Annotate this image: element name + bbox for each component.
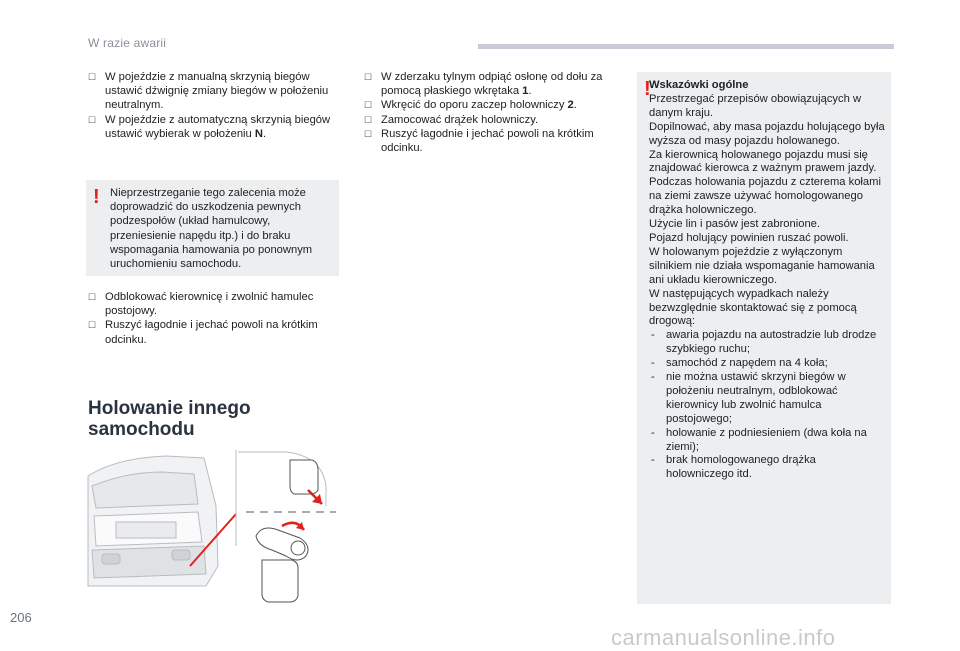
list-item: - holowanie z podniesieniem (dwa koła na ziemi); — [649, 427, 885, 455]
left-bullets-bottom — [88, 290, 338, 347]
header-bar — [478, 44, 894, 49]
advice-paragraph: Podczas holowania pojazdu z czterema kołami na ziemi zawsze używać homologowanego drążka holowniczego. — [649, 176, 881, 217]
list-item: ☐ Ruszyć łagodnie i jechać powoli na krótkim odcinku. — [364, 127, 610, 155]
list-item: ☐ W zderzaku tylnym odpiąć osłonę od dołu za pomocą płaskiego wkrętaka 1. — [364, 70, 610, 98]
towing-illustration — [86, 446, 338, 606]
advice-paragraph: Pojazd holujący powinien ruszać powoli. — [649, 231, 849, 244]
warning-icon: ! — [93, 186, 100, 208]
warning-icon: ! — [644, 78, 651, 100]
list-item: - nie można ustawić skrzyni biegów w położeniu neutralnym, odblokować kierownicy lub zwolnić hamulca postojowego; — [649, 371, 885, 427]
list-item: - brak homologowanego drążka holowniczego itd. — [649, 454, 885, 482]
watermark: carmanualsonline.info — [611, 625, 836, 650]
list-item: ☐ Wkręcić do oporu zaczep holowniczy 2. — [364, 98, 610, 112]
general-advice-text — [649, 79, 885, 482]
advice-paragraph: Użycie lin i pasów jest zabronione. — [649, 218, 821, 231]
list-item: ☐ Ruszyć łagodnie i jechać powoli na krótkim odcinku. — [88, 318, 338, 346]
warning-text: Nieprzestrzeganie tego zalecenia może doprowadzić do uszkodzenia pewnych podzespołów (układ hamulcowy, przeniesienie napędu itp.) i do braku wspomagania hamowania po ponownym uruchomieniu samochodu. — [110, 187, 313, 271]
list-item: ☐ W pojeździe z manualną skrzynią biegów ustawić dźwignię zmiany biegów w położeniu neutralnym. — [88, 70, 338, 113]
advice-paragraph: Za kierownicą holowanego pojazdu musi się znajdować kierowca z ważnym prawem jazdy. — [649, 148, 877, 175]
advice-paragraph: Przestrzegać przepisów obowiązujących w danym kraju. — [649, 92, 862, 119]
page-header-title: W razie awarii — [88, 36, 167, 50]
list-item: ☐ W pojeździe z automatyczną skrzynią biegów ustawić wybierak w położeniu N. — [88, 113, 338, 141]
middle-bullets — [364, 70, 610, 155]
advice-paragraph: W holowanym pojeździe z wyłączonym silnikiem nie działa wspomaganie hamowania ani układu kierowniczego. — [649, 245, 875, 286]
list-item: ☐ Odblokować kierownicę i zwolnić hamulec postojowy. — [88, 290, 338, 318]
list-item: - awaria pojazdu na autostradzie lub drodze szybkiego ruchu; — [649, 329, 885, 357]
left-bullets-top — [88, 70, 338, 141]
list-item: - samochód z napędem na 4 koła; — [649, 357, 885, 371]
advice-paragraph: W następujących wypadkach należy bezwzględnie skontaktować się z pomocą drogową: — [649, 287, 857, 328]
list-item: ☐ Zamocować drążek holowniczy. — [364, 113, 610, 127]
advice-title: Wskazówki ogólne — [649, 79, 749, 91]
advice-paragraph: Dopilnować, aby masa pojazdu holującego była wyższa od masy pojazdu holowanego. — [649, 120, 885, 147]
section-heading: Holowanie innego samochodu — [88, 398, 251, 440]
page-number: 206 — [10, 610, 32, 625]
